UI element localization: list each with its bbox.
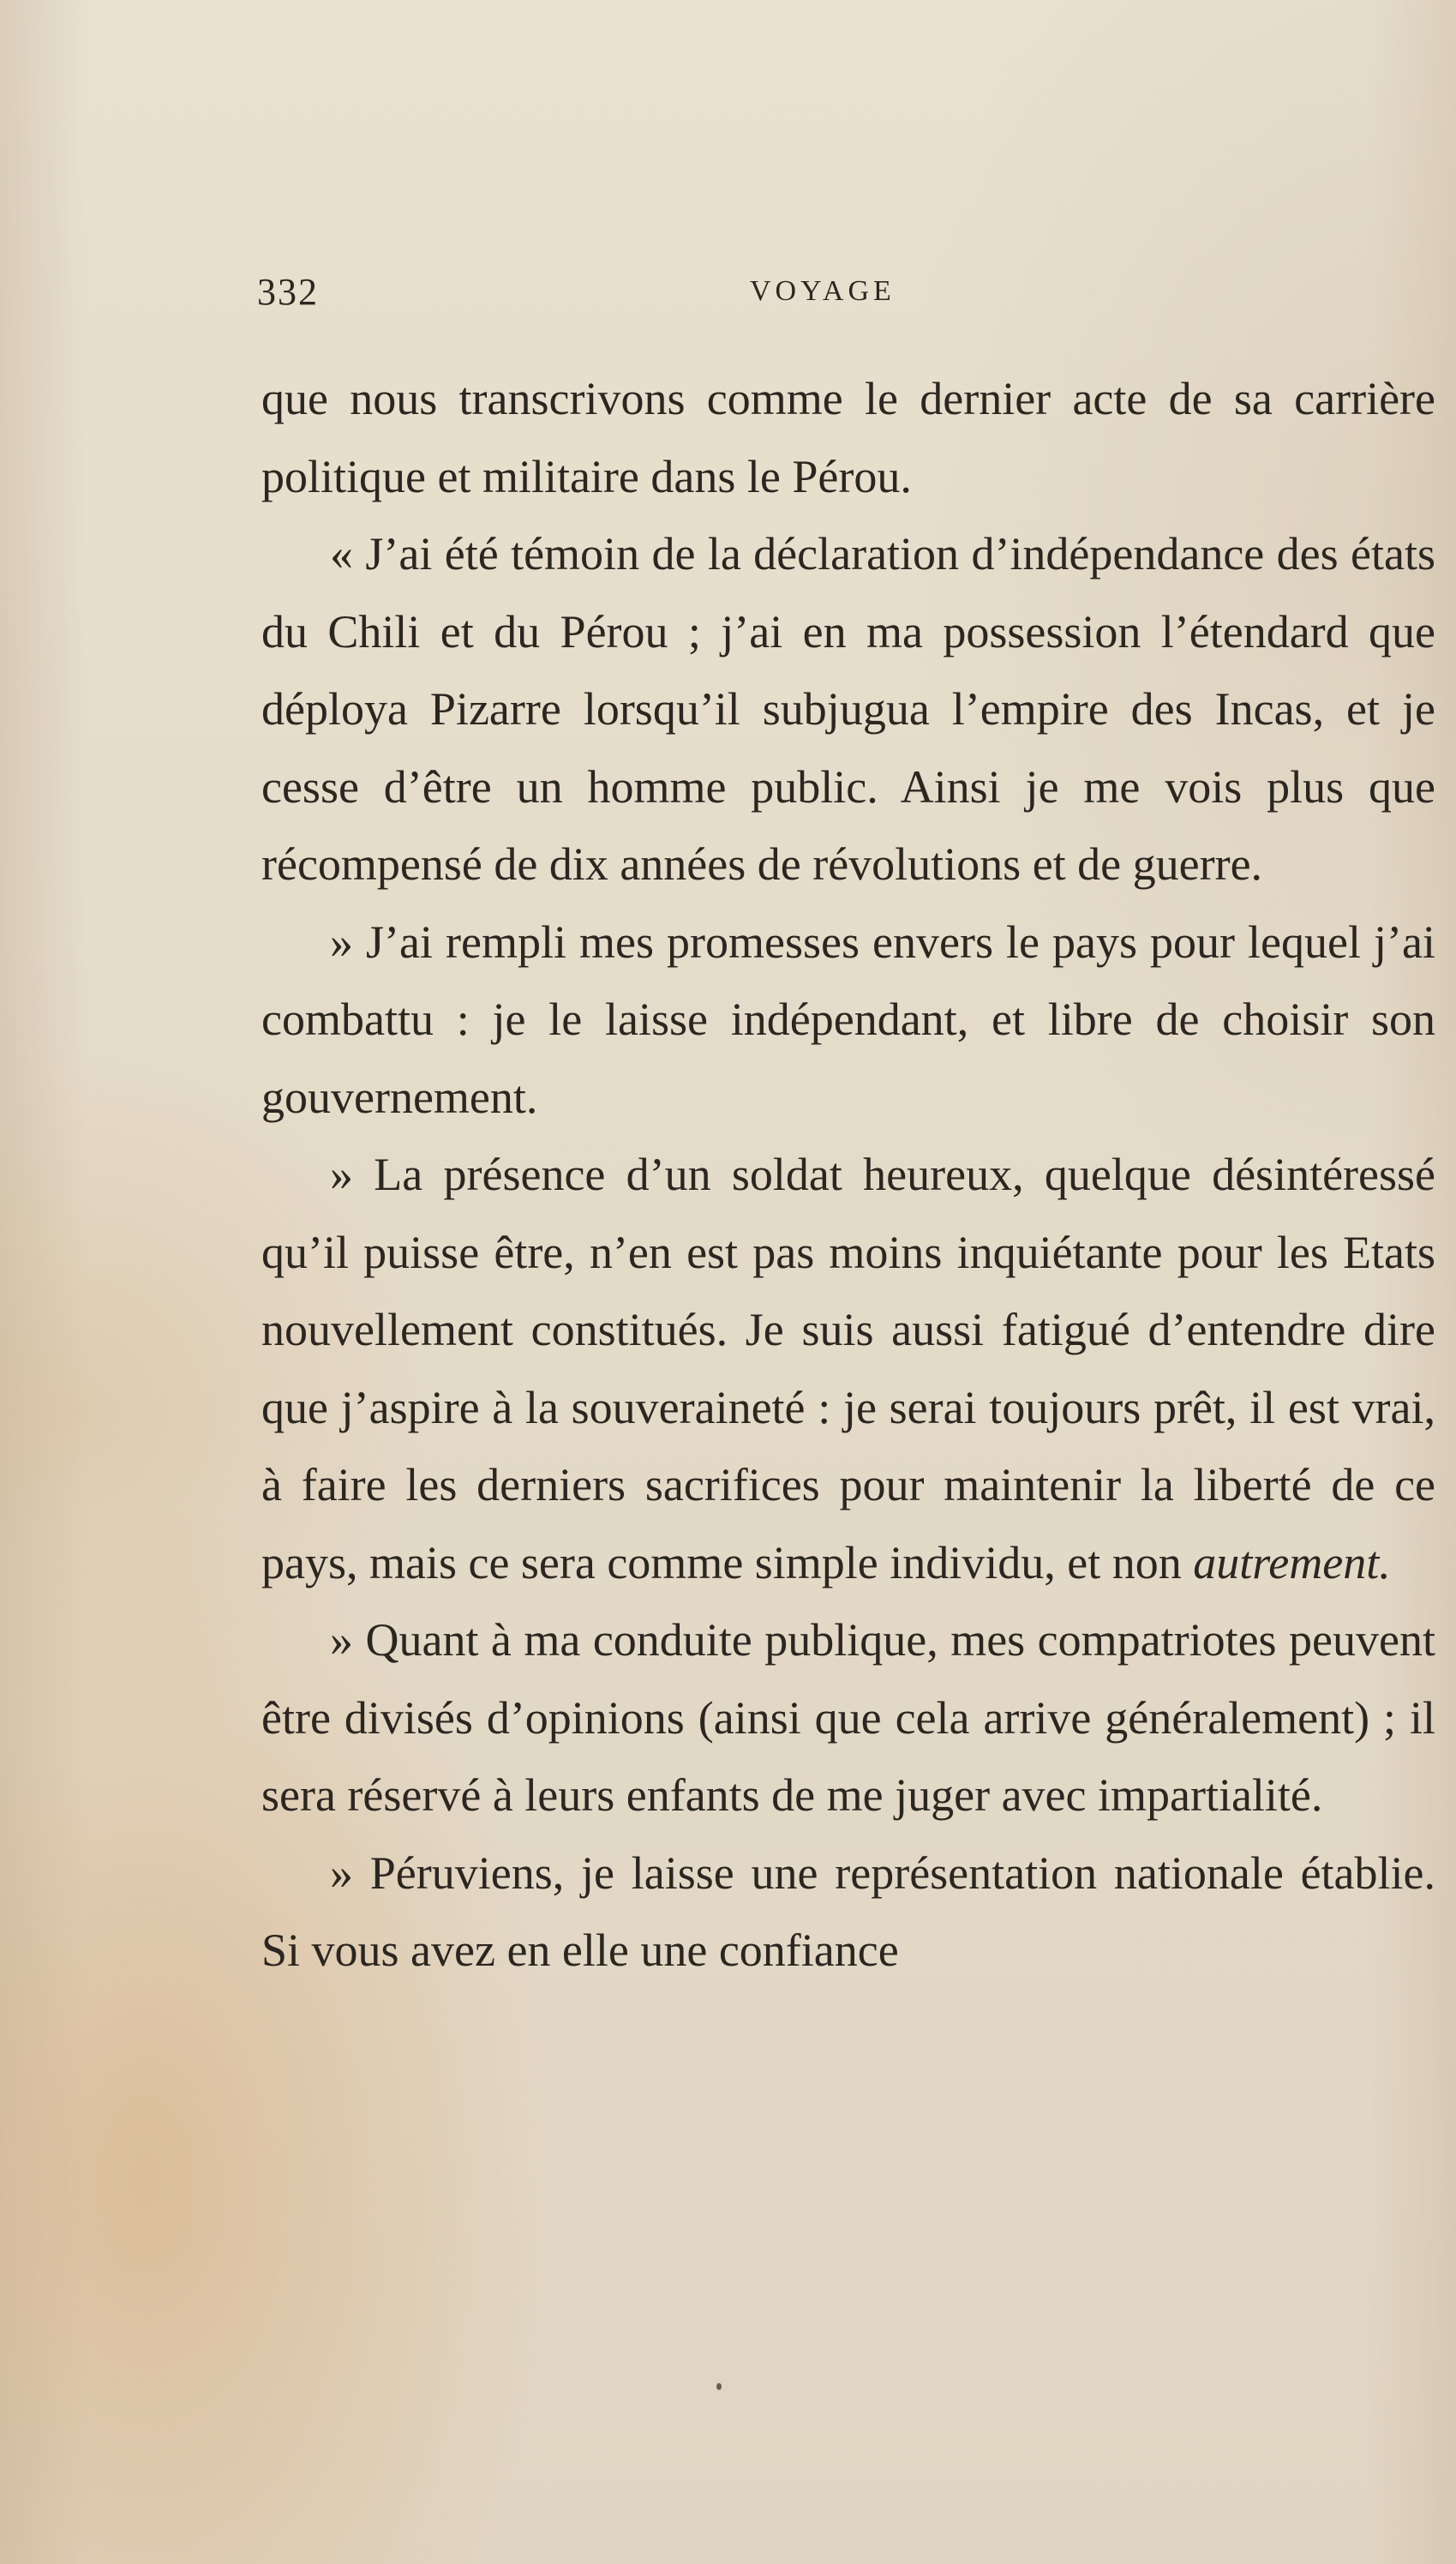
running-head (257, 270, 1431, 321)
paragraph-1: que nous transcrivons comme le dernier acte de sa carrière politique et militaire dans le Pérou. (261, 373, 1435, 502)
paragraph-4-text: » La présence d’un soldat heureux, quelque désintéressé qu’il puisse être, n’en est pas moins inquiétante pour les Etats nouvellement constitués. Je suis aussi fatigué d’entendre dire que j’aspire à la souveraineté : je serai toujours prêt, il est vrai, à faire les derniers sacrifices pour maintenir la liberté de ce pays, mais ce sera comme simple individu, et non (261, 1149, 1435, 1588)
paragraph-4-italic: autrement. (1193, 1536, 1391, 1588)
ink-speck (716, 2383, 722, 2390)
paragraph-6: » Péruviens, je laisse une représentation nationale établie. Si vous avez en elle une confiance (261, 1846, 1435, 1976)
paragraph-2: « J’ai été témoin de la déclaration d’indépendance des états du Chili et du Pérou ; j’ai en ma possession l’étendard que déploya Pizarre lorsqu’il subjugua l’empire des Incas, et je cesse d’être un homme public. Ainsi je me vois plus que récompensé de dix années de révolutions et de guerre. (261, 528, 1435, 890)
paragraph-3: » J’ai rempli mes promesses envers le pays pour lequel j’ai combattu : je le laisse indépendant, et libre de choisir son gouvernement. (261, 916, 1435, 1123)
paragraph-5: » Quant à ma conduite publique, mes compatriotes peuvent être divisés d’opinions (ainsi que cela arrive généralement) ; il sera réservé à leurs enfants de me juger avec impartialité. (261, 1614, 1435, 1821)
running-title: VOYAGE (750, 275, 896, 307)
body-text (261, 360, 1435, 1990)
page-number: 332 (257, 271, 319, 313)
paragraph-4 (261, 1136, 1435, 1601)
